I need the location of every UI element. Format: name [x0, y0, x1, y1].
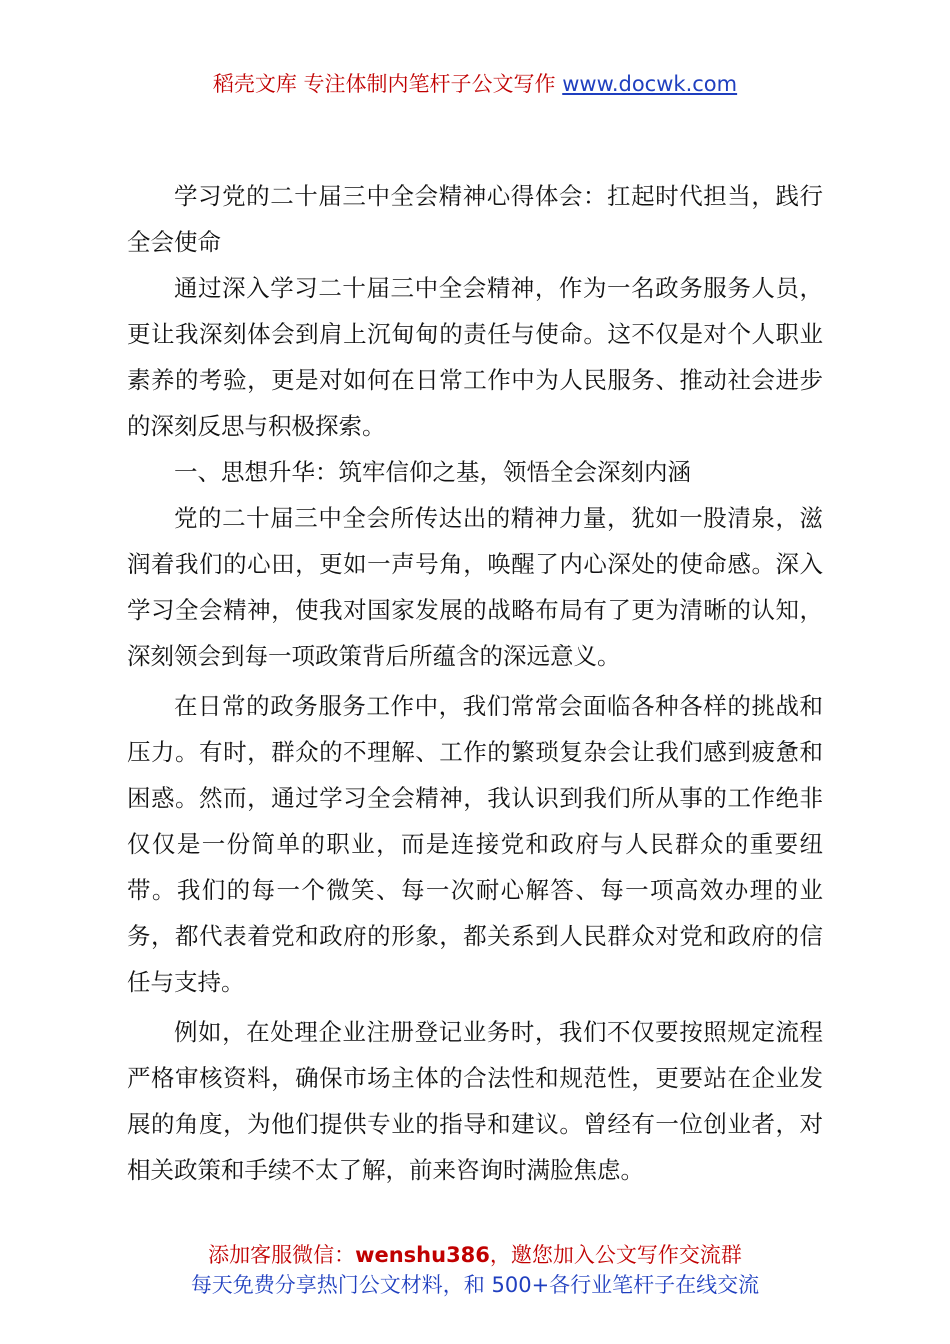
paragraph: 例如，在处理企业注册登记业务时，我们不仅要按照规定流程严格审核资料，确保市场主体的合法性和规范性，更要站在企业发展的角度，为他们提供专业的指导和建议。曾经有一位创业者，对相关政策和手续不太了解，前来咨询时满脸焦虑。 [127, 1018, 823, 1184]
section-heading: 一、思想升华：筑牢信仰之基，领悟全会深刻内涵 [174, 458, 691, 486]
footer-contact-line [0, 1240, 950, 1270]
footer-wechat-id: wenshu386 [355, 1243, 490, 1267]
paragraph: 在日常的政务服务工作中，我们常常会面临各种各样的挑战和压力。有时，群众的不理解、工作的繁琐复杂会让我们感到疲惫和困惑。然而，通过学习全会精神，我认识到我们所从事的工作绝非仅仅是一份简单的职业，而是连接党和政府与人民群众的重要纽带。我们的每一个微笑、每一次耐心解答、每一项高效办理的业务，都代表着党和政府的形象，都关系到人民群众对党和政府的信任与支持。 [127, 692, 823, 996]
footer-contact-suffix: ，邀您加入公文写作交流群 [489, 1243, 742, 1267]
footer-contact-prefix: 添加客服微信： [208, 1243, 356, 1267]
document-title: 学习党的二十届三中全会精神心得体会：扛起时代担当，践行全会使命 [127, 182, 823, 256]
header-brand: 稻壳文库 专注体制内笔杆子公文写作 [212, 72, 563, 96]
page-footer [0, 1240, 950, 1300]
page-header [0, 68, 950, 100]
header-url-link[interactable]: www.docwk.com [562, 72, 738, 96]
footer-promo-line: 每天免费分享热门公文材料，和 500+各行业笔杆子在线交流 [190, 1273, 760, 1297]
document-body [127, 173, 823, 1193]
paragraph: 通过深入学习二十届三中全会精神，作为一名政务服务人员，更让我深刻体会到肩上沉甸甸的责任与使命。这不仅是对个人职业素养的考验，更是对如何在日常工作中为人民服务、推动社会进步的深刻反思与积极探索。 [127, 274, 823, 440]
paragraph: 党的二十届三中全会所传达出的精神力量，犹如一股清泉，滋润着我们的心田，更如一声号角，唤醒了内心深处的使命感。深入学习全会精神，使我对国家发展的战略布局有了更为清晰的认知，深刻领会到每一项政策背后所蕴含的深远意义。 [127, 504, 823, 670]
